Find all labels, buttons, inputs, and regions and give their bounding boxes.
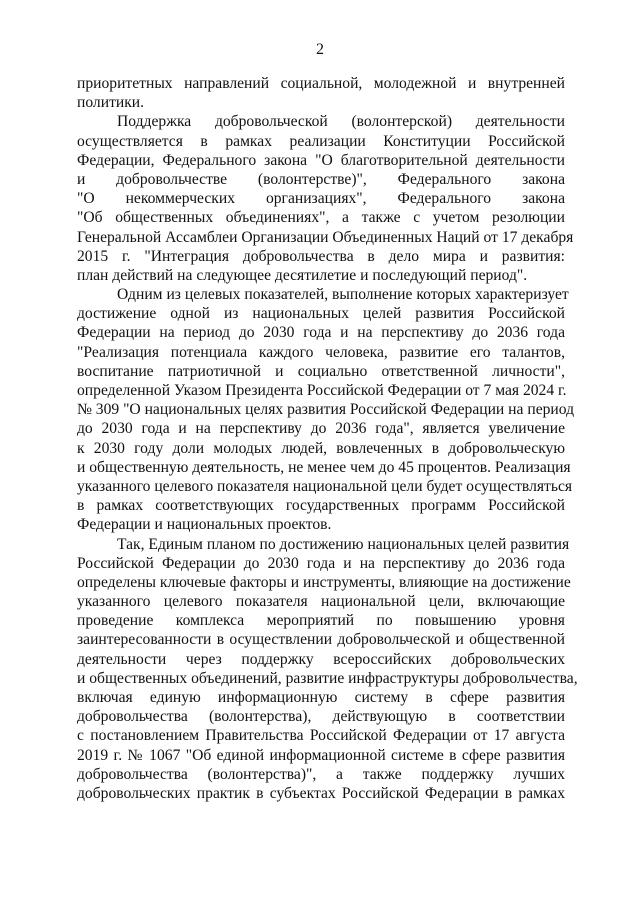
text-line: "О некоммерческих организациях", Федерального закона: [77, 190, 565, 208]
text-line: добровольческих практик в субъектах Российской Федерации в рамках: [77, 784, 565, 802]
text-line: Генеральной Ассамблеи Организации Объединенных Наций от 17 декабря: [77, 228, 574, 246]
text-line: "Реализация потенциала каждого человека, развитие его талантов,: [77, 343, 565, 361]
text-line: 2019 г. № 1067 "Об единой информационной системе в сфере развития: [77, 746, 565, 764]
page-number: 2: [316, 41, 324, 58]
text-line: с постановлением Правительства Российской Федерации от 17 августа: [77, 727, 565, 745]
text-line: до 2030 года и на перспективу до 2036 года", является увеличение: [77, 420, 565, 438]
text-line: Поддержка добровольческой (волонтерской) деятельности: [117, 113, 565, 131]
paragraph: [77, 535, 578, 804]
paragraph: [77, 112, 574, 285]
text-line: воспитание патриотичной и социально ответственной личности",: [77, 362, 565, 380]
paragraph: [77, 74, 565, 112]
text-line: проведение комплекса мероприятий по повышению уровня: [77, 612, 565, 630]
text-line: Федерации на период до 2030 года и на перспективу до 2036 года: [77, 324, 565, 342]
text-line: достижение одной из национальных целей развития Российской: [77, 305, 565, 323]
text-line: № 309 "О национальных целях развития Российской Федерации на период: [77, 401, 575, 419]
text-line: к 2030 году доли молодых людей, вовлеченных в добровольческую: [77, 439, 565, 457]
text-line: приоритетных направлений социальной, молодежной и внутренней: [77, 75, 565, 92]
text-line: и добровольчестве (волонтерстве)", Федерального закона: [77, 170, 565, 188]
text-line: добровольчества (волонтерства), действующую в соответствии: [77, 708, 565, 726]
text-line: деятельности через поддержку всероссийских добровольческих: [77, 650, 565, 668]
text-line: заинтересованности в осуществлении добровольческой и общественной: [77, 631, 565, 649]
text-line: добровольчества (волонтерства)", а также поддержку лучших: [77, 765, 565, 783]
paragraph: [77, 285, 575, 534]
text-line: в рамках соответствующих государственных программ Российской: [77, 497, 565, 515]
text-line: указанного целевого показателя национальной цели, включающие: [77, 593, 565, 611]
text-line: определены ключевые факторы и инструменты, влияющие на достижение: [77, 573, 571, 591]
text-line: Федерации и национальных проектов.: [77, 516, 332, 534]
text-line: и общественную деятельность, не менее чем до 45 процентов. Реализация: [77, 458, 571, 476]
text-line: план действий на следующее десятилетие и последующий период".: [77, 266, 528, 284]
text-line: включая единую информационную систему в сфере развития: [77, 689, 565, 706]
text-line: Федерации, Федерального закона "О благотворительной деятельности: [77, 151, 565, 169]
text-line: "Об общественных объединениях", а также с учетом резолюции: [77, 209, 565, 227]
text-line: 2015 г. "Интеграция добровольчества в дело мира и развития:: [77, 247, 565, 265]
text-line: определенной Указом Президента Российской Федерации от 7 мая 2024 г.: [77, 382, 567, 399]
text-line: Так, Единым планом по достижению национальных целей развития: [117, 535, 570, 553]
document-body: [77, 74, 578, 803]
text-line: политики.: [77, 94, 145, 112]
text-line: и общественных объединений, развитие инфраструктуры добровольчества,: [77, 669, 578, 687]
text-line: Одним из целевых показателей, выполнение которых характеризует: [117, 286, 569, 304]
text-line: осуществляется в рамках реализации Конституции Российской: [77, 132, 565, 150]
text-line: Российской Федерации до 2030 года и на перспективу до 2036 года: [77, 554, 565, 572]
text-line: указанного целевого показателя национальной цели будет осуществляться: [77, 477, 573, 495]
